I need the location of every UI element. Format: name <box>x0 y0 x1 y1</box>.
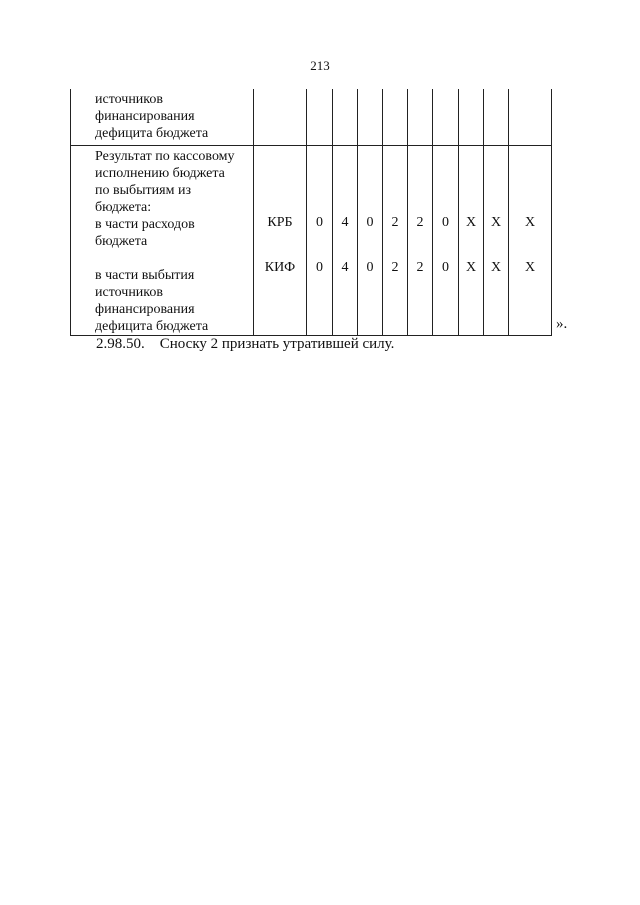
top-label-line: финансирования <box>95 109 195 124</box>
top-label-line: дефицита бюджета <box>95 126 209 141</box>
value-cell <box>408 146 433 336</box>
page-number: 213 <box>310 58 330 73</box>
value-krb: 2 <box>416 215 424 230</box>
value-kif: 0 <box>442 260 449 275</box>
value-kif: 4 <box>341 260 349 275</box>
value-cell <box>509 146 552 336</box>
value-kif: 0 <box>366 260 374 275</box>
value-krb: 0 <box>442 215 449 230</box>
value-krb: 0 <box>366 215 374 230</box>
paragraph <box>96 336 394 353</box>
sub-label-line: дефицита бюджета <box>95 319 209 334</box>
value-krb: X <box>490 215 502 230</box>
code-krb: КРБ <box>267 215 293 230</box>
value-cell <box>307 146 333 336</box>
budget-table <box>70 89 552 336</box>
main-label-line: исполнению бюджета <box>95 166 225 181</box>
code-cell <box>254 146 307 336</box>
sub-label-line: источников <box>95 285 164 300</box>
paragraph-number: 2.98.50. <box>96 336 145 352</box>
table-row-top <box>71 89 552 146</box>
value-cell <box>484 146 509 336</box>
value-kif: X <box>490 260 502 275</box>
value-cell <box>333 146 358 336</box>
value-kif: X <box>465 260 477 275</box>
value-krb: 2 <box>391 215 399 230</box>
value-cell <box>383 146 408 336</box>
main-label-cell <box>71 146 254 336</box>
table-row-main <box>71 146 552 336</box>
value-cell <box>459 146 484 336</box>
value-kif: 2 <box>391 260 399 275</box>
main-label-line: в части расходов <box>95 217 195 232</box>
main-label-line: по выбытиям из <box>95 183 191 198</box>
main-label-line: бюджета <box>95 234 148 249</box>
value-kif: 0 <box>316 260 323 275</box>
sub-label-line: в части выбытия <box>95 268 195 283</box>
value-krb: X <box>524 215 536 230</box>
value-cell <box>433 146 459 336</box>
main-label-line: бюджета: <box>95 200 152 215</box>
paragraph-text: Сноску 2 признать утратившей силу. <box>159 336 395 352</box>
value-kif: X <box>524 260 536 275</box>
top-label-cell <box>71 89 254 146</box>
top-label-line: источников <box>95 92 164 107</box>
main-label-line: Результат по кассовому <box>95 149 235 164</box>
value-cell <box>358 146 383 336</box>
value-kif: 2 <box>416 260 424 275</box>
sub-label-line: финансирования <box>95 302 195 317</box>
value-krb: X <box>465 215 477 230</box>
value-krb: 4 <box>341 215 349 230</box>
code-kif: КИФ <box>264 260 296 275</box>
closing-quote: ». <box>556 316 568 332</box>
value-krb: 0 <box>316 215 323 230</box>
